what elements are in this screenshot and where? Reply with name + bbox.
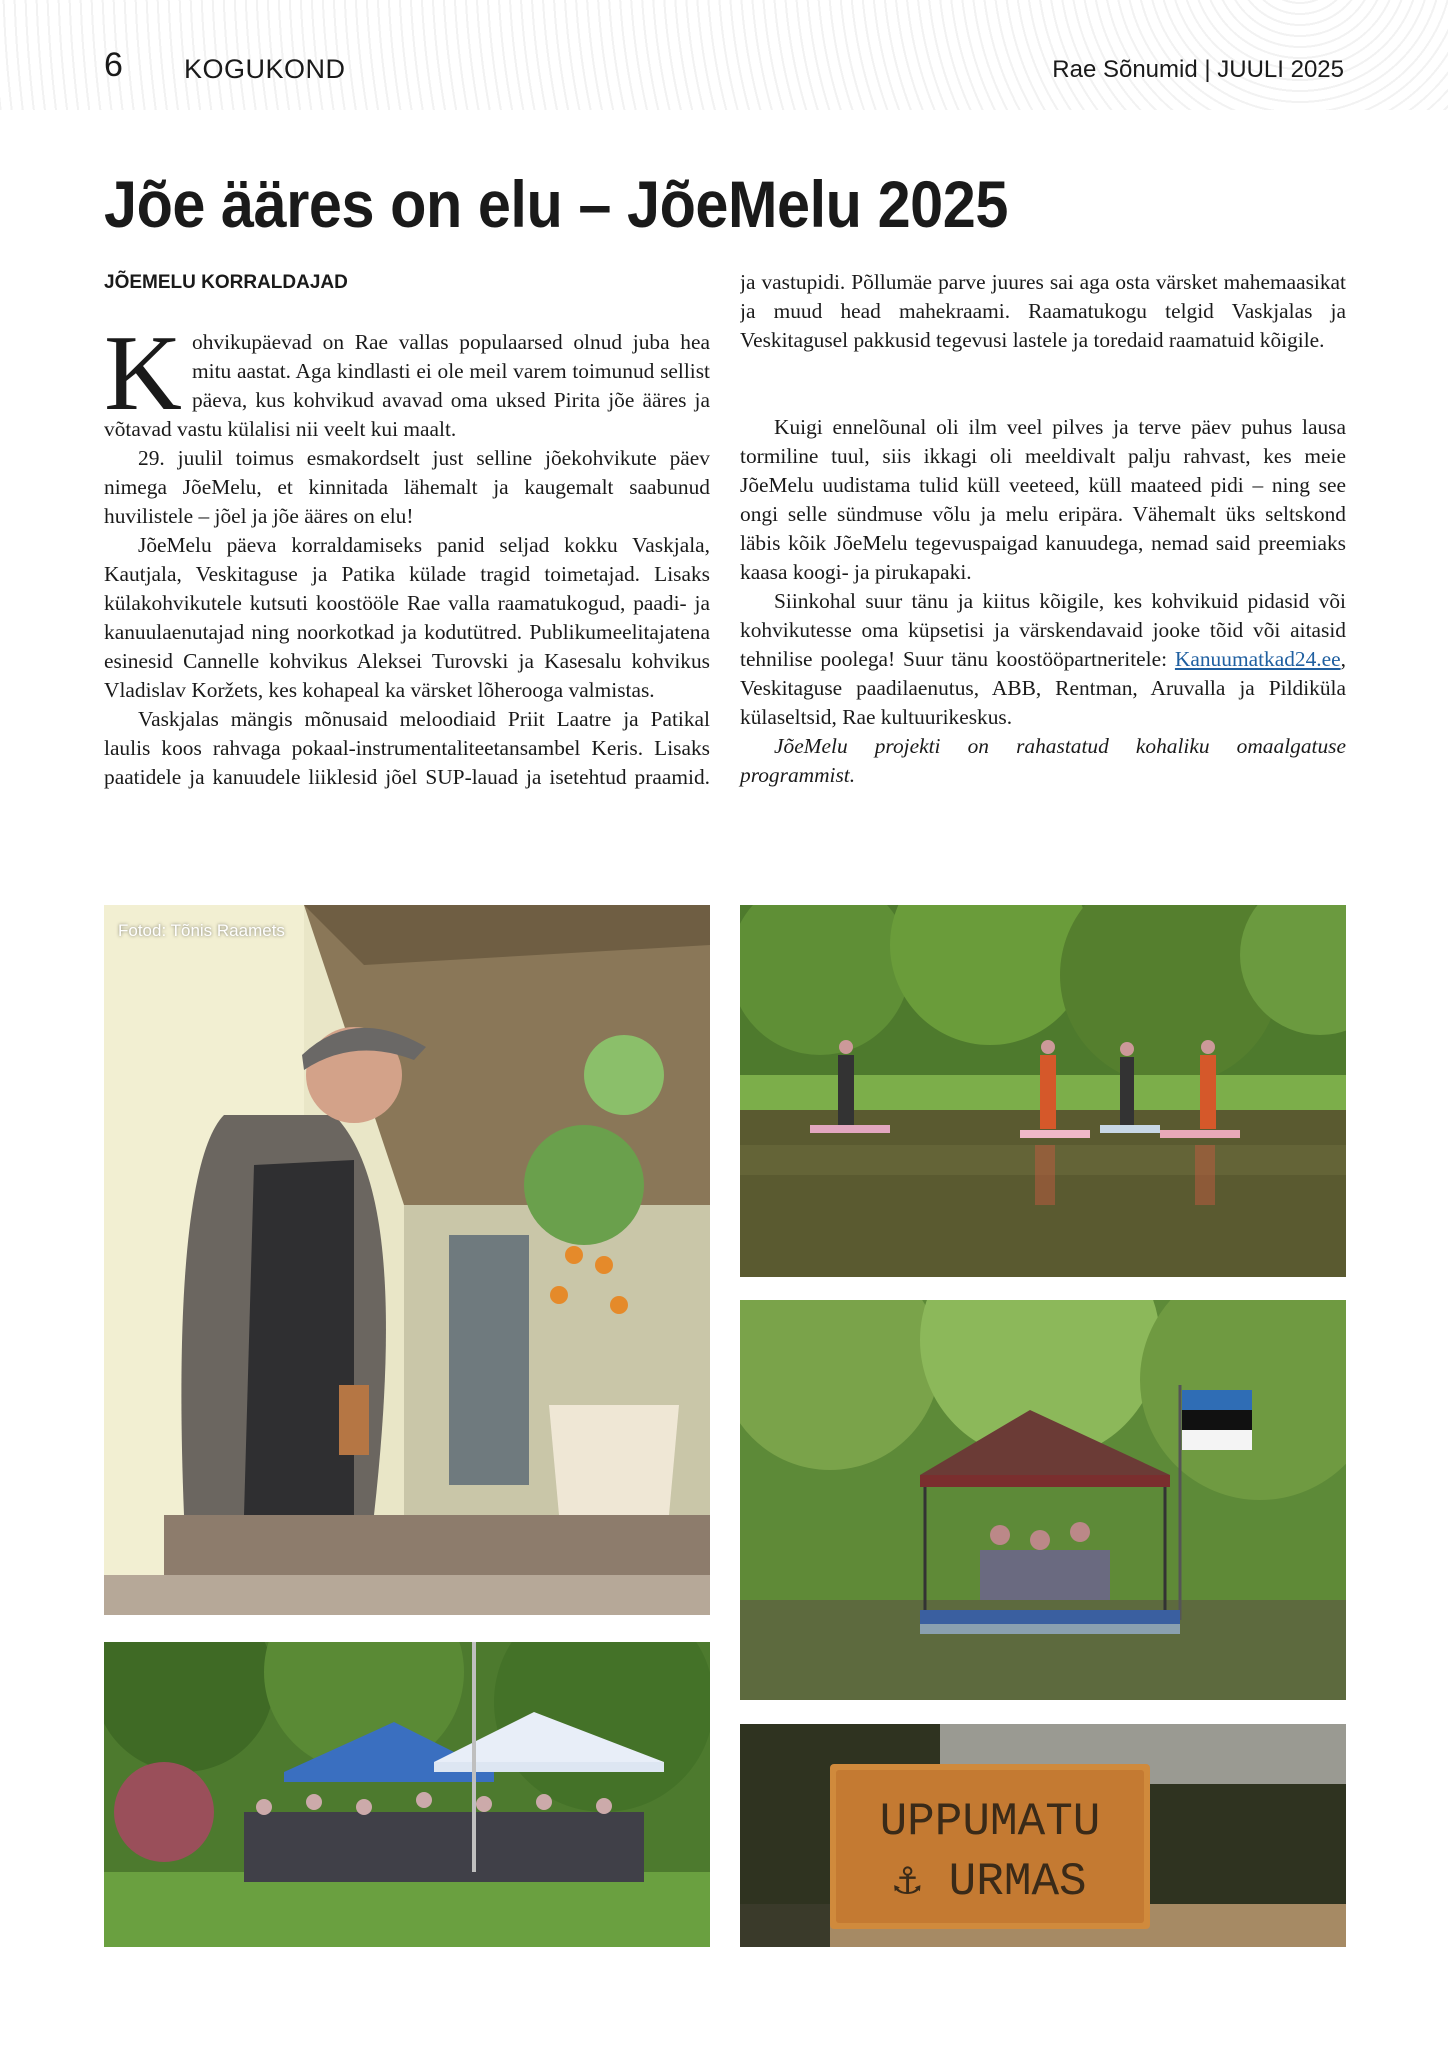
paragraph-5: Kuigi ennelõunal oli ilm veel pilves ja terve päev puhus lausa tormiline tuul, siis ikkagi oli meeldivalt palju rahvast, kes meie JõeMelu uudistama tulid küll veeteed, küll maateed pidi – ning see ongi selle sündmuse võlu ja melu eripära. Vähemalt üks seltskond läbis kõik JõeMelu tegevuspaigad kanuudega, nemad said preemiaks kaasa koogi- ja pirukapaki. xyxy=(740,415,1346,584)
paragraph-7: JõeMelu projekti on rahastatud kohaliku omaalgatuse programmist. xyxy=(740,734,1346,787)
partner-link[interactable]: Kanuumatkad24.ee xyxy=(1174,647,1341,671)
paragraph-1-text: ohvikupäevad on Rae vallas populaarsed olnud juba hea mitu aastat. Aga kindlasti ei ole meil varem toimunud sellist päeva, kus kohvikud avavad oma uksed Pirita jõe ääres ja võtavad vastu külalisi nii veelt kui maalt. xyxy=(104,330,710,441)
paragraph-4-text: ja vastupidi. Põllumäe parve juures sai aga osta värsket mahemaasikat ja muud head mahekraami. Raamatukogu telgid Vaskjalas ja Veskitagusel pakkusid tegevusi lastele ja toredaid raamatuid kõigile. xyxy=(740,270,1346,352)
paragraph-1 xyxy=(104,314,710,444)
paragraph-6-text-b: , Veskitaguse paadilaenutus, ABB, Rentman, Aruvalla ja Pildiküla külaseltsid, Rae kultuurikeskus. xyxy=(740,647,1346,729)
drop-cap: K xyxy=(104,314,182,433)
sign-line-1: UPPUMATU xyxy=(879,1796,1101,1848)
photo-sup-river xyxy=(740,905,1346,1277)
photo-tent-crowd xyxy=(104,1642,710,1947)
paragraph-4: Vaskjalas mängis mõnusaid meloodiaid Priit Laatre ja Patikal laulis koos rahvaga pokaal-instrumentaliteetansambel Keris. Lisaks paatidele ja kanuudele liiklesid jõel SUP-lauad ja isetehtud praamid. xyxy=(104,707,710,789)
paragraph-6-text-a: Siinkohal suur tänu ja kiitus kõigile, kes kohvikuid pidasid või kohvikutesse oma küpsetisi ja värskendavaid jooke tõid või aitasid tehnilise poolega! Suur tänu koostööpartneritele: xyxy=(740,589,1346,671)
photo-raft-sign xyxy=(740,1724,1346,1947)
photo-raft-tent xyxy=(740,1300,1346,1700)
photo-terrace-host xyxy=(104,905,710,1615)
paragraph-3: JõeMelu päeva korraldamiseks panid seljad kokku Vaskjala, Kautjala, Veskitaguse ja Patika külade tragid toimetajad. Lisaks külakohvikutele kutsuti koostööle Rae valla raamatukogud, paadi- ja kanuulaenutajad ning noorkotkad ja kodutütred. Publikumeelitajatena esinesid Cannelle kohvikus Aleksei Turovski ja Kasesalu kohvikus Vladislav Koržets, kes kohapeal ka värsket lõherooga valmistas. xyxy=(104,533,710,702)
sign-line-2: ⚓ URMAS xyxy=(893,1856,1087,1908)
paragraph-2: 29. juulil toimus esmakordselt just selline jõekohvikute päev nimega JõeMelu, et kinnitada lähemalt ja kaugemalt saabunud huvilistele – jõel ja jõe ääres on elu! xyxy=(104,446,710,528)
photo-credit: Fotod: Tõnis Raamets xyxy=(118,921,285,940)
paragraph-4-continued xyxy=(740,268,1346,413)
page-header xyxy=(104,46,1344,86)
article-title: Jõe ääres on elu – JõeMelu 2025 xyxy=(104,167,1008,241)
article-column-right xyxy=(740,268,1346,790)
article-column-left xyxy=(104,314,710,792)
page-number: 6 xyxy=(104,46,123,84)
paragraph-6 xyxy=(740,587,1346,732)
article-byline: JÕEMELU KORRALDAJAD xyxy=(104,272,348,293)
section-label: KOGUKOND xyxy=(184,54,346,84)
issue-label: Rae Sõnumid | JUULI 2025 xyxy=(1052,56,1344,83)
